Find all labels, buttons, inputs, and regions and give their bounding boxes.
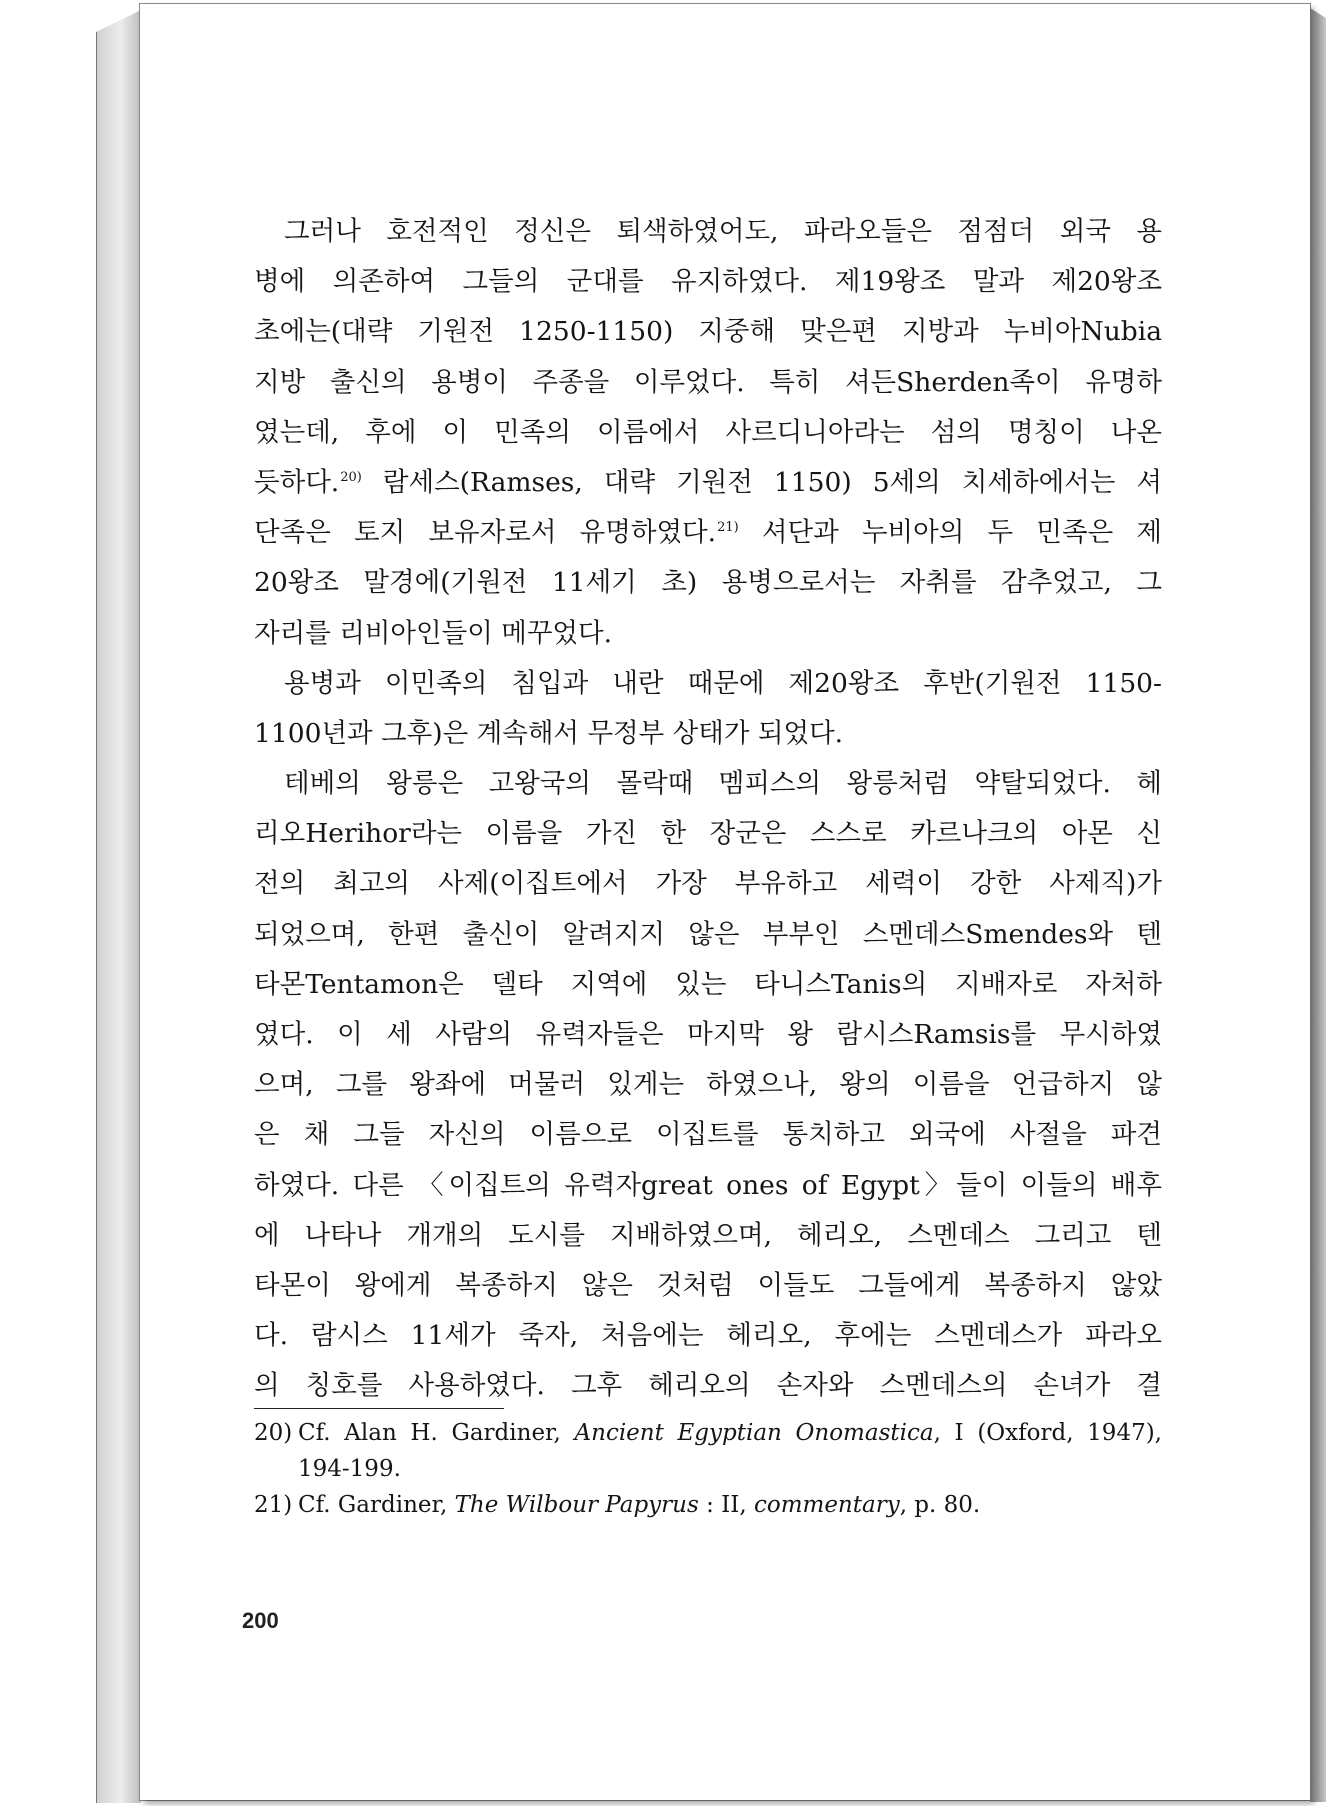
text-line: 에 나타나 개개의 도시를 지배하였으며, 헤리오, 스멘데스 그리고 텐 <box>254 1219 1162 1251</box>
text-line: 리오Herihor라는 이름을 가진 한 장군은 스스로 카르나크의 아몬 신 <box>254 818 1162 850</box>
footnote-title: The Wilbour Papyrus <box>454 1492 699 1518</box>
text-line <box>254 458 1162 508</box>
text-line: 테베의 왕릉은 고왕국의 몰락때 멤피스의 왕릉처럼 약탈되었다. 헤 <box>284 768 1162 800</box>
book-page-shadow-right <box>1310 8 1326 1802</box>
text-line: 20왕조 말경에(기원전 11세기 초) 용병으로서는 자취를 감추었고, 그 <box>254 567 1162 599</box>
footnote-text: , p. 80. <box>899 1492 981 1518</box>
footnote-title: Ancient Egyptian Onomastica <box>574 1420 934 1446</box>
text-line: 으며, 그를 왕좌에 머물러 있게는 하였으나, 왕의 이름을 언급하지 않 <box>254 1069 1162 1101</box>
text-segment: 셔단과 누비아의 두 민족은 제 <box>738 517 1162 549</box>
text-line: 지방 출신의 용병이 주종을 이루었다. 특히 셔든Sherden족이 유명하 <box>254 366 1162 398</box>
text-segment: 단족은 토지 보유자로서 유명하였다. <box>254 517 717 549</box>
text-line: 였다. 이 세 사람의 유력자들은 마지막 왕 람시스Ramsis를 무시하였 <box>254 1019 1162 1050</box>
footnote-divider <box>254 1408 504 1409</box>
footnote-italic: commentary <box>753 1492 900 1518</box>
text-line: 하였다. 다른 〈이집트의 유력자great ones of Egypt〉들이 이들의 배후 <box>254 1169 1162 1201</box>
body-text <box>254 207 1162 1412</box>
footnote-ref-21: 21) <box>717 520 739 536</box>
text-segment: 람세스(Ramses, 대략 기원전 1150) 5세의 치세하에서는 셔 <box>361 466 1162 498</box>
footnote-20 <box>254 1415 1162 1451</box>
text-line: 타몬이 왕에게 복종하지 않은 것처럼 이들도 그들에게 복종하지 않았 <box>254 1269 1162 1301</box>
text-line: 그러나 호전적인 정신은 퇴색하였어도, 파라오들은 점점더 외국 용 <box>284 216 1162 247</box>
text-line: 전의 최고의 사제(이집트에서 가장 부유하고 세력이 강한 사제직)가 <box>254 868 1162 900</box>
text-line: 였는데, 후에 이 민족의 이름에서 사르디니아라는 섬의 명칭이 나온 <box>254 416 1162 448</box>
text-line: 용병과 이민족의 침입과 내란 때문에 제20왕조 후반(기원전 1150- <box>284 667 1162 699</box>
footnote-20-continued: 194-199. <box>298 1456 401 1482</box>
text-line: 은 채 그들 자신의 이름으로 이집트를 통치하고 외국에 사절을 파견 <box>254 1119 1162 1151</box>
footnote-ref-20: 20) <box>340 470 362 486</box>
footnote-number: 21) <box>254 1492 293 1518</box>
footnote-text: , I (Oxford, 1947), <box>933 1420 1162 1446</box>
page-number: 200 <box>242 1608 279 1633</box>
text-line: 자리를 리비아인들이 메꾸었다. <box>254 617 613 649</box>
footnote-number: 20) <box>254 1420 293 1446</box>
footnote-text: : II, <box>698 1492 754 1518</box>
text-line <box>254 508 1162 558</box>
footnote-text: Cf. Gardiner, <box>298 1492 455 1518</box>
text-line: 초에는(대략 기원전 1250-1150) 지중해 맞은편 지방과 누비아Nubia <box>254 316 1162 348</box>
text-line: 다. 람시스 11세가 죽자, 처음에는 헤리오, 후에는 스멘데스가 파라오 <box>254 1320 1162 1352</box>
text-line: 의 칭호를 사용하였다. 그후 헤리오의 손자와 스멘데스의 손녀가 결 <box>254 1370 1162 1402</box>
footnotes <box>254 1415 1162 1523</box>
text-line: 되었으며, 한편 출신이 알려지지 않은 부부인 스멘데스Smendes와 텐 <box>254 918 1162 950</box>
footnote-21 <box>254 1487 1162 1523</box>
text-line: 타몬Tentamon은 델타 지역에 있는 타니스Tanis의 지배자로 자처하 <box>254 968 1162 1000</box>
book-page-stack-left <box>96 10 141 1803</box>
text-segment: 듯하다. <box>254 466 340 498</box>
text-line: 병에 의존하여 그들의 군대를 유지하였다. 제19왕조 말과 제20왕조 <box>254 266 1162 298</box>
text-line: 1100년과 그후)은 계속해서 무정부 상태가 되었다. <box>254 717 844 749</box>
footnote-text: Cf. Alan H. Gardiner, <box>298 1420 575 1446</box>
